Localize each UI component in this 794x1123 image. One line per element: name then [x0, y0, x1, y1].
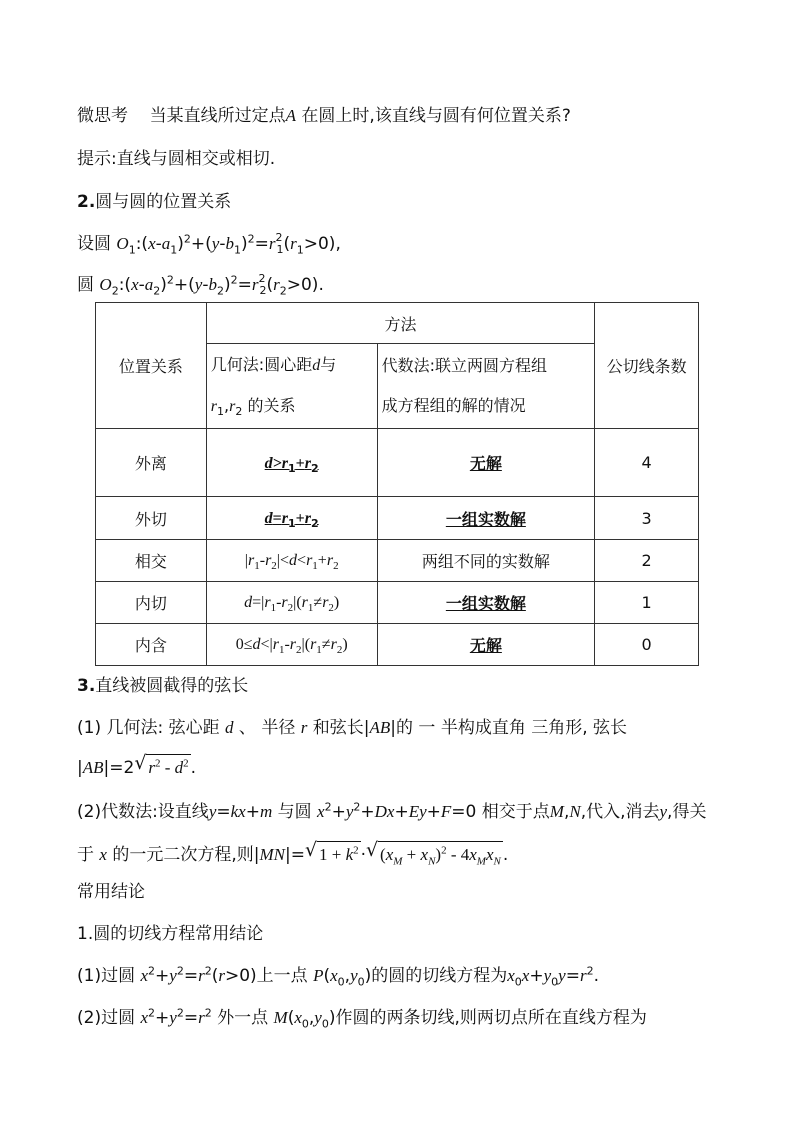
header-method: 方法	[206, 303, 594, 344]
alg-cell: 无解	[377, 429, 595, 497]
header-count: 公切线条数	[595, 303, 699, 429]
header-algebraic: 代数法:联立两圆方程组 成方程组的解的情况	[377, 344, 595, 429]
circle-o1-equation: 设圆 $O_1:(x-a_1)^2+(y-b_1)^2=r^2_1(r_1>0)$,	[77, 231, 341, 257]
think-question-pre: 当某直线所过定点	[149, 106, 286, 126]
alg-cell: 两组不同的实数解	[377, 540, 595, 582]
think-line	[77, 104, 571, 128]
geo-cell: $0\le d<|r_1-r_2|(r_1\ne r_2)$	[206, 624, 377, 666]
table-row: 内切 $d=|r_1-r_2|(r_1\ne r_2)$ 一组实数解 1	[96, 582, 699, 624]
table-row: 外离 $d>r_1+r_2$ 无解 4	[96, 429, 699, 497]
chord-algebraic-line1: (2)代数法:设直线y=kx+m 与圆 $x^2+y^2+Dx+Ey+F=0$ 相交于点M,N,代入,消去y,得关	[77, 800, 707, 822]
geo-cell: $d=|r_1-r_2|(r_1\ne r_2)$	[206, 582, 377, 624]
conclusion-1-item-1: (1)过圆 $x^2+y^2=r^2(r>0)$上一点 $P(x_0,y_0)$的圆的切线方程为$x_0x+y_0y=r^2$.	[77, 964, 599, 989]
think-label: 微思考	[77, 106, 128, 126]
circle-o2-equation: 圆 $O_2:(x-a_2)^2+(y-b_2)^2=r^2_2(r_2>0)$.	[77, 272, 324, 298]
alg-cell: 无解	[377, 624, 595, 666]
chord-geometric-line1: (1) 几何法: 弦心距 d 、 半径 r 和弦长|AB|的 一 半构成直角 三角形, 弦长	[77, 718, 628, 738]
table-row: 内含 $0\le d<|r_1-r_2|(r_1\ne r_2)$ 无解 0	[96, 624, 699, 666]
common-conclusions-title: 常用结论	[77, 882, 145, 902]
header-geometric: 几何法:圆心距d与 $r_1,r_2$ 的关系	[206, 344, 377, 429]
think-question-post: 在圆上时,该直线与圆有何位置关系?	[296, 106, 571, 126]
circle-relation-table	[95, 302, 699, 666]
section-3-title: 3.直线被圆截得的弦长	[77, 676, 249, 696]
geo-cell: $d=r_1+r_2$	[206, 497, 377, 540]
table-row: 相交 $|r_1-r_2|<d<r_1+r_2$ 两组不同的实数解 2	[96, 540, 699, 582]
think-point: A	[285, 106, 297, 125]
conclusion-1-title: 1.圆的切线方程常用结论	[77, 924, 264, 944]
alg-cell: 一组实数解	[377, 582, 595, 624]
section-2-number: 2.	[77, 192, 96, 212]
alg-cell: 一组实数解	[377, 497, 595, 540]
hint-line: 提示:直线与圆相交或相切.	[77, 149, 276, 169]
chord-geometric-formula: |AB|=2√ $r^2 - d^2$ .	[77, 754, 196, 780]
section-2-text: 圆与圆的位置关系	[95, 192, 232, 212]
table-row: 外切 $d=r_1+r_2$ 一组实数解 3	[96, 497, 699, 540]
chord-algebraic-line2: 于 x 的一元二次方程,则|MN|=√ $1 + k^2$ ·√ $(x_M + x_N)^2 - 4x_Mx_N$ .	[77, 841, 508, 867]
conclusion-1-item-2: (2)过圆 $x^2+y^2=r^2$ 外一点 $M(x_0,y_0)$作圆的两条切线,则两切点所在直线方程为	[77, 1006, 647, 1031]
geo-cell: $|r_1-r_2|<d<r_1+r_2$	[206, 540, 377, 582]
header-relation: 位置关系	[96, 303, 207, 429]
section-2-title	[77, 190, 231, 214]
geo-cell: $d>r_1+r_2$	[206, 429, 377, 497]
